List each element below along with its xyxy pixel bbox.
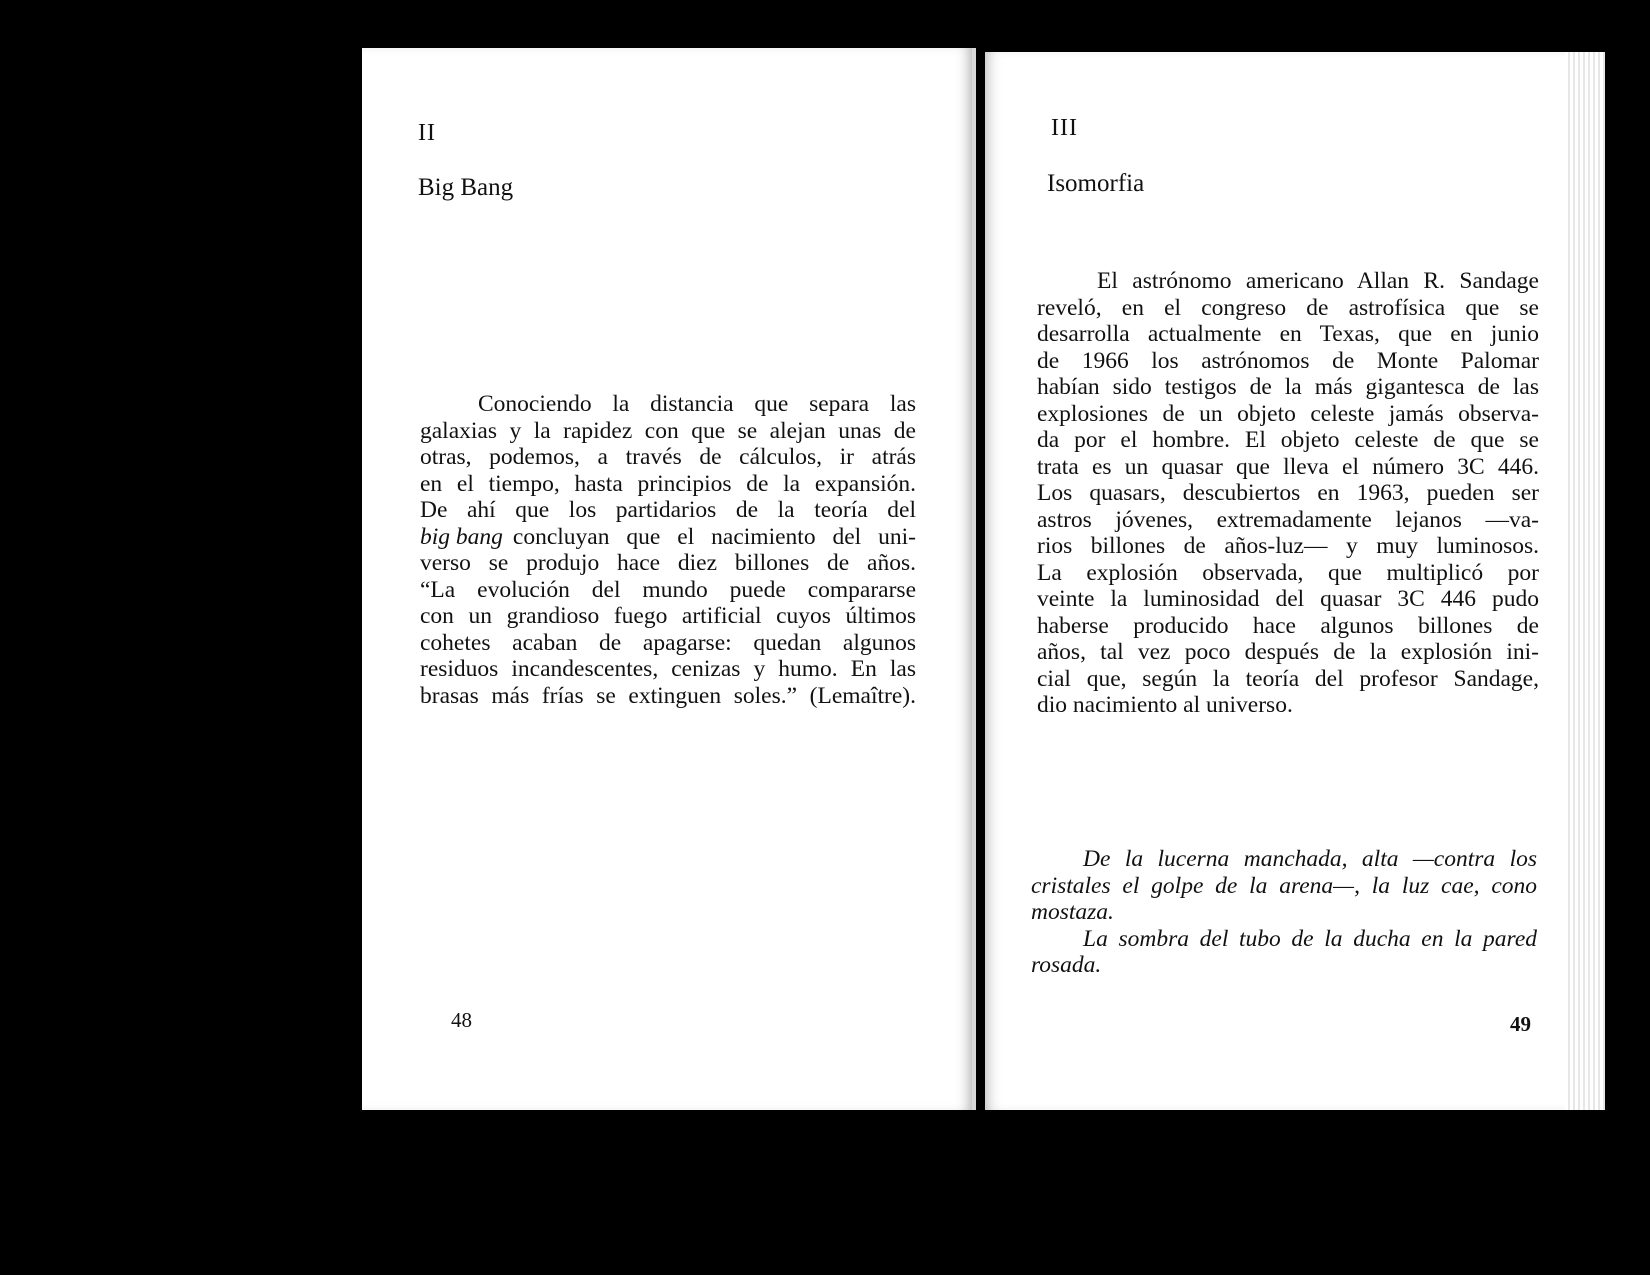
text-line: cohetes acaban de apagarse: quedan algunos	[420, 629, 916, 656]
left-page-number: 48	[451, 1008, 472, 1032]
text-line: en el tiempo, hasta principios de la expansión.	[420, 470, 916, 497]
text-line: Conociendo la distancia que separa las	[478, 391, 916, 417]
left-chapter-number: II	[418, 120, 436, 146]
text-line: galaxias y la rapidez con que se alejan unas de	[420, 417, 916, 444]
left-page	[362, 48, 976, 1110]
right-chapter-title: Isomorfia	[1047, 170, 1145, 197]
verse-line: De la lucerna manchada, alta —contra los	[1083, 846, 1537, 872]
right-paragraph	[1037, 268, 1539, 719]
left-chapter-title: Big Bang	[418, 174, 514, 201]
text-line: años, tal vez poco después de la explosión ini-	[1037, 639, 1539, 665]
text-line: haberse producido hace algunos billones de	[1037, 612, 1539, 639]
text-line: veinte la luminosidad del quasar 3C 446 pudo	[1037, 586, 1539, 612]
text-line-rest: concluyan que el nacimiento del uni-	[512, 523, 916, 550]
italic-verse	[1031, 846, 1537, 979]
text-line: residuos incandescentes, cenizas y humo. En las	[420, 656, 916, 682]
verse-line: rosada.	[1031, 952, 1102, 978]
text-line: reveló, en el congreso de astrofísica que se	[1037, 294, 1539, 321]
text-line: De ahí que los partidarios de la teoría del	[420, 497, 916, 523]
text-line: de 1966 los astrónomos de Monte Palomar	[1037, 347, 1539, 374]
page-edge-decoration	[1565, 52, 1605, 1110]
text-line: “La evolución del mundo puede compararse	[420, 576, 916, 603]
text-line: otras, podemos, a través de cálculos, ir atrás	[420, 444, 916, 470]
text-line: El astrónomo americano Allan R. Sandage	[1097, 268, 1539, 294]
right-chapter-number: III	[1051, 115, 1078, 141]
text-line: da por el hombre. El objeto celeste de que se	[1037, 427, 1539, 453]
right-page	[985, 52, 1605, 1110]
left-paragraph	[420, 391, 916, 709]
text-line: rios billones de años-luz— y muy luminosos.	[1037, 533, 1539, 559]
text-line: cial que, según la teoría del profesor Sandage,	[1037, 665, 1539, 692]
verse-line: La sombra del tubo de la ducha en la pared	[1083, 925, 1537, 952]
text-line: verso se produjo hace diez billones de años.	[420, 550, 916, 576]
text-line: astros jóvenes, extremadamente lejanos —va-	[1037, 506, 1539, 533]
text-line: Los quasars, descubiertos en 1963, pueden ser	[1037, 480, 1539, 506]
italic-term: big bang	[420, 523, 503, 550]
text-line: con un grandioso fuego artificial cuyos últimos	[420, 603, 916, 629]
text-line: trata es un quasar que lleva el número 3C 446.	[1037, 453, 1539, 480]
text-line: explosiones de un objeto celeste jamás observa-	[1037, 400, 1539, 427]
text-line: La explosión observada, que multiplicó por	[1037, 559, 1539, 586]
right-page-number: 49	[1510, 1012, 1531, 1036]
text-line: desarrolla actualmente en Texas, que en junio	[1037, 321, 1539, 347]
text-line: habían sido testigos de la más gigantesca de las	[1037, 374, 1539, 400]
text-line	[420, 524, 916, 551]
text-line: dio nacimiento al universo.	[1037, 692, 1293, 718]
verse-line: cristales el golpe de la arena—, la luz cae, cono	[1031, 872, 1537, 899]
verse-line: mostaza.	[1031, 899, 1114, 925]
text-line: brasas más frías se extinguen soles.” (Lemaître).	[420, 682, 916, 709]
